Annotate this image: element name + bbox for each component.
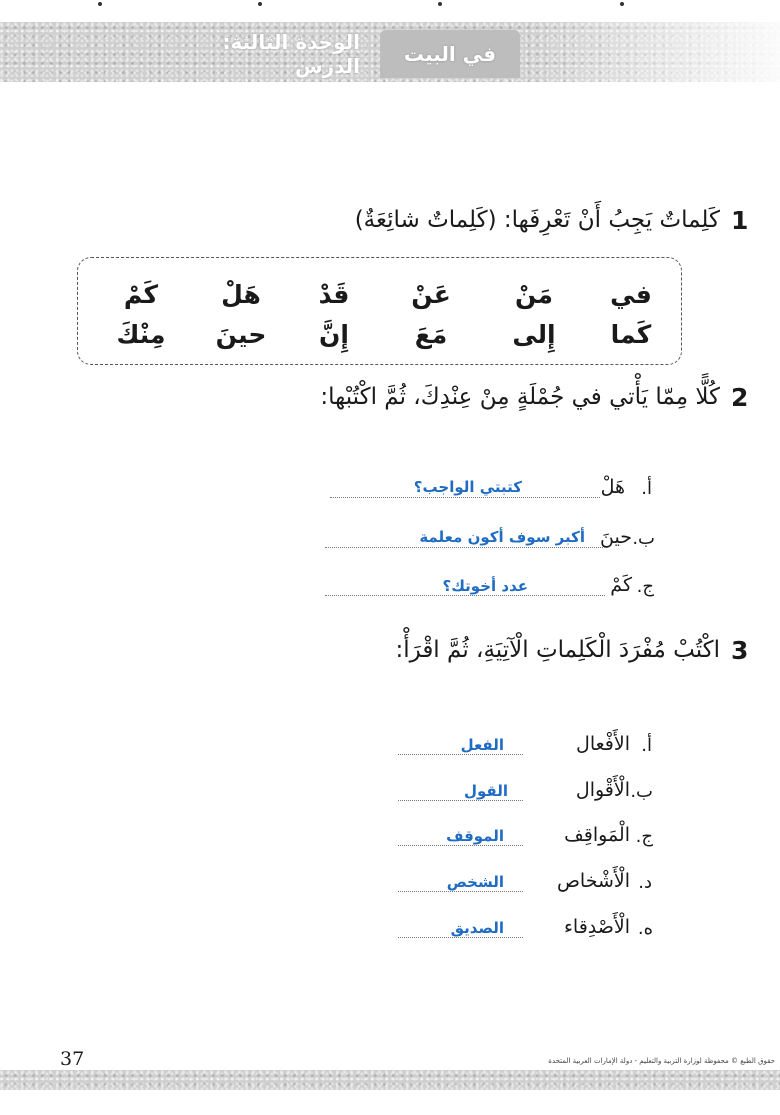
item-word: الْمَواقِف	[564, 824, 630, 846]
question-3-text: اكْتُبْ مُفْرَدَ الْكَلِماتِ الْآتِيَةِ، ثُمَّ اقْرَأْ:	[395, 637, 720, 663]
item-letter: د.	[638, 872, 652, 893]
question-1-text: كَلِماتٌ يَجِبُ أَنْ تَعْرِفَها: (كَلِماتٌ شائِعَةٌ)	[354, 207, 720, 233]
answer-text[interactable]: القول	[464, 782, 508, 800]
item-letter: ج.	[636, 576, 654, 597]
item-word: الأَفْعال	[576, 733, 630, 755]
item-word: الْأَقْوال	[575, 779, 630, 801]
at-home-tab: في البيت	[380, 30, 520, 78]
word-cell: قَدْ	[318, 280, 350, 309]
word-cell: كَما	[610, 320, 652, 349]
word-cell: إِلى	[512, 320, 556, 349]
footer-band	[0, 1070, 780, 1090]
word-cell: مَنْ	[515, 280, 553, 309]
item-letter: أ.	[641, 735, 652, 756]
page-number: 37	[60, 1048, 85, 1070]
header-band	[0, 22, 780, 82]
answer-text[interactable]: الصديق	[450, 919, 504, 937]
item-letter: أ.	[641, 478, 652, 499]
item-word: هَلْ	[600, 476, 625, 498]
unit-lesson-tab: الوحدة الثالثة: الدرس	[222, 30, 360, 78]
word-cell: حينَ	[215, 320, 267, 349]
item-letter: ب.	[630, 781, 653, 802]
answer-text[interactable]: أكبر سوف أكون معلمة	[419, 528, 585, 546]
item-word: الْأَصْدِقاء	[563, 916, 630, 938]
common-words-box	[77, 257, 682, 365]
answer-text[interactable]: الموقف	[446, 827, 504, 845]
answer-text[interactable]: عدد أخوتك؟	[442, 577, 528, 595]
question-2-text: كُلًّا مِمّا يَأْتي في جُمْلَةٍ مِنْ عِنْدِكَ، ثُمَّ اكْتُبْها:	[320, 384, 720, 410]
word-cell: في	[610, 280, 652, 309]
copyright-text: حقوق الطبع © محفوظة لوزارة التربية والتعليم - دولة الإمارات العربية المتحدة	[548, 1057, 775, 1065]
item-word: الْأَشْخاص	[556, 870, 630, 892]
item-letter: ج.	[635, 826, 653, 847]
scan-dots	[0, 0, 780, 10]
word-cell: كَمْ	[123, 280, 159, 309]
item-word: حينَ	[600, 526, 632, 548]
question-3-number: 3	[731, 636, 749, 665]
item-letter: ب.	[632, 528, 655, 549]
question-2-number: 2	[731, 383, 749, 412]
word-cell: عَنْ	[411, 280, 451, 309]
item-word: كَمْ	[610, 574, 632, 596]
question-1-number: 1	[731, 206, 749, 235]
word-cell: إِنَّ	[319, 320, 349, 349]
answer-text[interactable]: كتبتي الواجب؟	[413, 478, 522, 496]
word-cell: هَلْ	[221, 280, 261, 309]
answer-text[interactable]: الشخص	[446, 873, 504, 891]
item-letter: ه.	[637, 918, 653, 939]
word-cell: مِنْكَ	[116, 320, 166, 349]
word-cell: مَعَ	[414, 320, 448, 349]
answer-text[interactable]: الفعل	[460, 736, 504, 754]
